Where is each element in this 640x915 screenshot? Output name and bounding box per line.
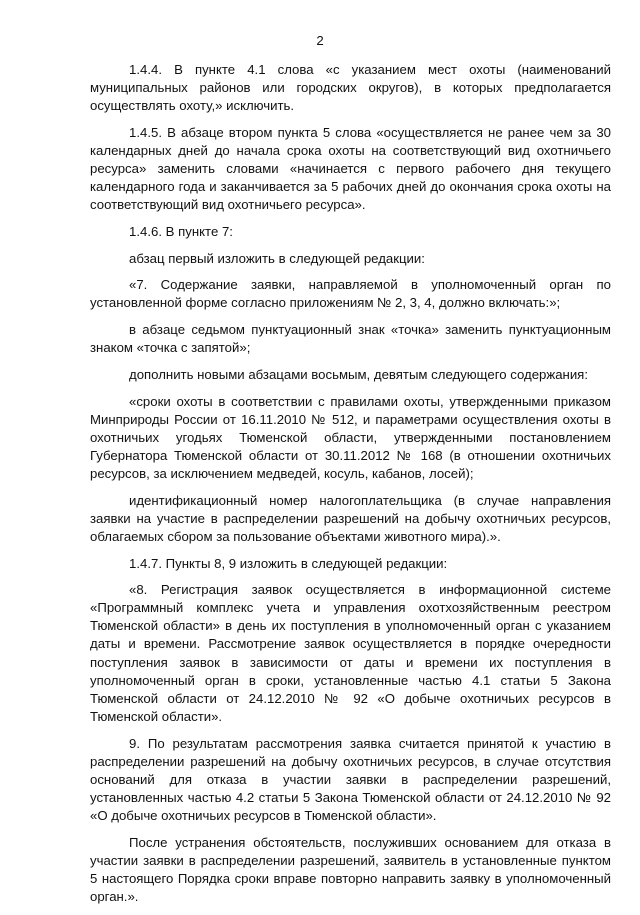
paragraph-after-removal: После устранения обстоятельств, послуживших основанием для отказа в участии заявки в распределении разрешений, заявитель в установленные пунктом 5 настоящего Порядка сроки вправе повторно направить заявку в уполномоченный орган.». [90, 834, 611, 904]
paragraph-seventh-abzac: в абзаце седьмом пунктуационный знак «точка» заменить пунктуационным знаком «точка с запятой»; [90, 322, 611, 356]
document-body [90, 61, 611, 915]
paragraph-1-4-7: 1.4.7. Пункты 8, 9 изложить в следующей редакции: [129, 555, 448, 571]
paragraph-1-4-4: 1.4.4. В пункте 4.1 слова «с указанием мест охоты (наименований муниципальных районов или городских округов), в которых предполагается осуществлять охоту,» исключить. [90, 62, 611, 114]
paragraph-item-8: «8. Регистрация заявок осуществляется в информационной системе «Программный комплекс учета и управления охотхозяйственным реестром Тюменской области» в день их поступления в уполномоченный орган с указанием даты и времени. Рассмотрение заявок осуществляется в порядке очередности поступления заявок в зависимости от даты и времени их поступления в уполномоченный орган в сроки, установленные частью 4.1 статьи 5 Закона Тюменской области от 24.12.2010 № 92 «О добыче охотничьих ресурсов в Тюменской области». [90, 582, 611, 724]
paragraph-1-4-6: 1.4.6. В пункте 7: [129, 223, 233, 239]
page-number: 2 [316, 33, 324, 48]
paragraph-add-abzacs: дополнить новыми абзацами восьмым, девятым следующего содержания: [129, 366, 588, 382]
paragraph-item-7: «7. Содержание заявки, направляемой в уполномоченный орган по установленной форме согласно приложениям № 2, 3, 4, должно включать:»; [90, 277, 611, 311]
paragraph-item-9: 9. По результатам рассмотрения заявка считается принятой к участию в распределении разрешений на добычу охотничьих ресурсов, в случае отсутствия оснований для отказа в участии заявки в распределении разрешений, установленных частью 4.2 статьи 5 Закона Тюменской области от 24.12.2010 № 92 «О добыче охотничьих ресурсов в Тюменской области». [90, 735, 611, 823]
paragraph-1-4-5: 1.4.5. В абзаце втором пункта 5 слова «осуществляется не ранее чем за 30 календарных дней до начала срока охоты на соответствующий вид охотничьего ресурса» заменить словами «начинается с первого рабочего дня текущего календарного года и заканчивается за 5 рабочих дней до окончания срока охоты на соответствующий вид охотничьего ресурса». [90, 124, 611, 213]
paragraph-hunting-terms: «сроки охоты в соответствии с правилами охоты, утвержденными приказом Минприроды России от 16.11.2010 № 512, и параметрами осуществления охоты в охотничьих угодьях Тюменской области, утвержденными постановлением Губернатора Тюменской области от 30.11.2012 № 168 (в отношении охотничьих ресурсов, за исключением медведей, косуль, кабанов, лосей); [90, 393, 611, 481]
paragraph-taxpayer-id: идентификационный номер налогоплательщика (в случае направления заявки на участие в распределении разрешений на добычу охотничьих ресурсов, облагаемых сбором за пользование объектами животного мира).». [90, 492, 611, 544]
paragraph-first-abzac: абзац первый изложить в следующей редакции: [129, 250, 425, 266]
